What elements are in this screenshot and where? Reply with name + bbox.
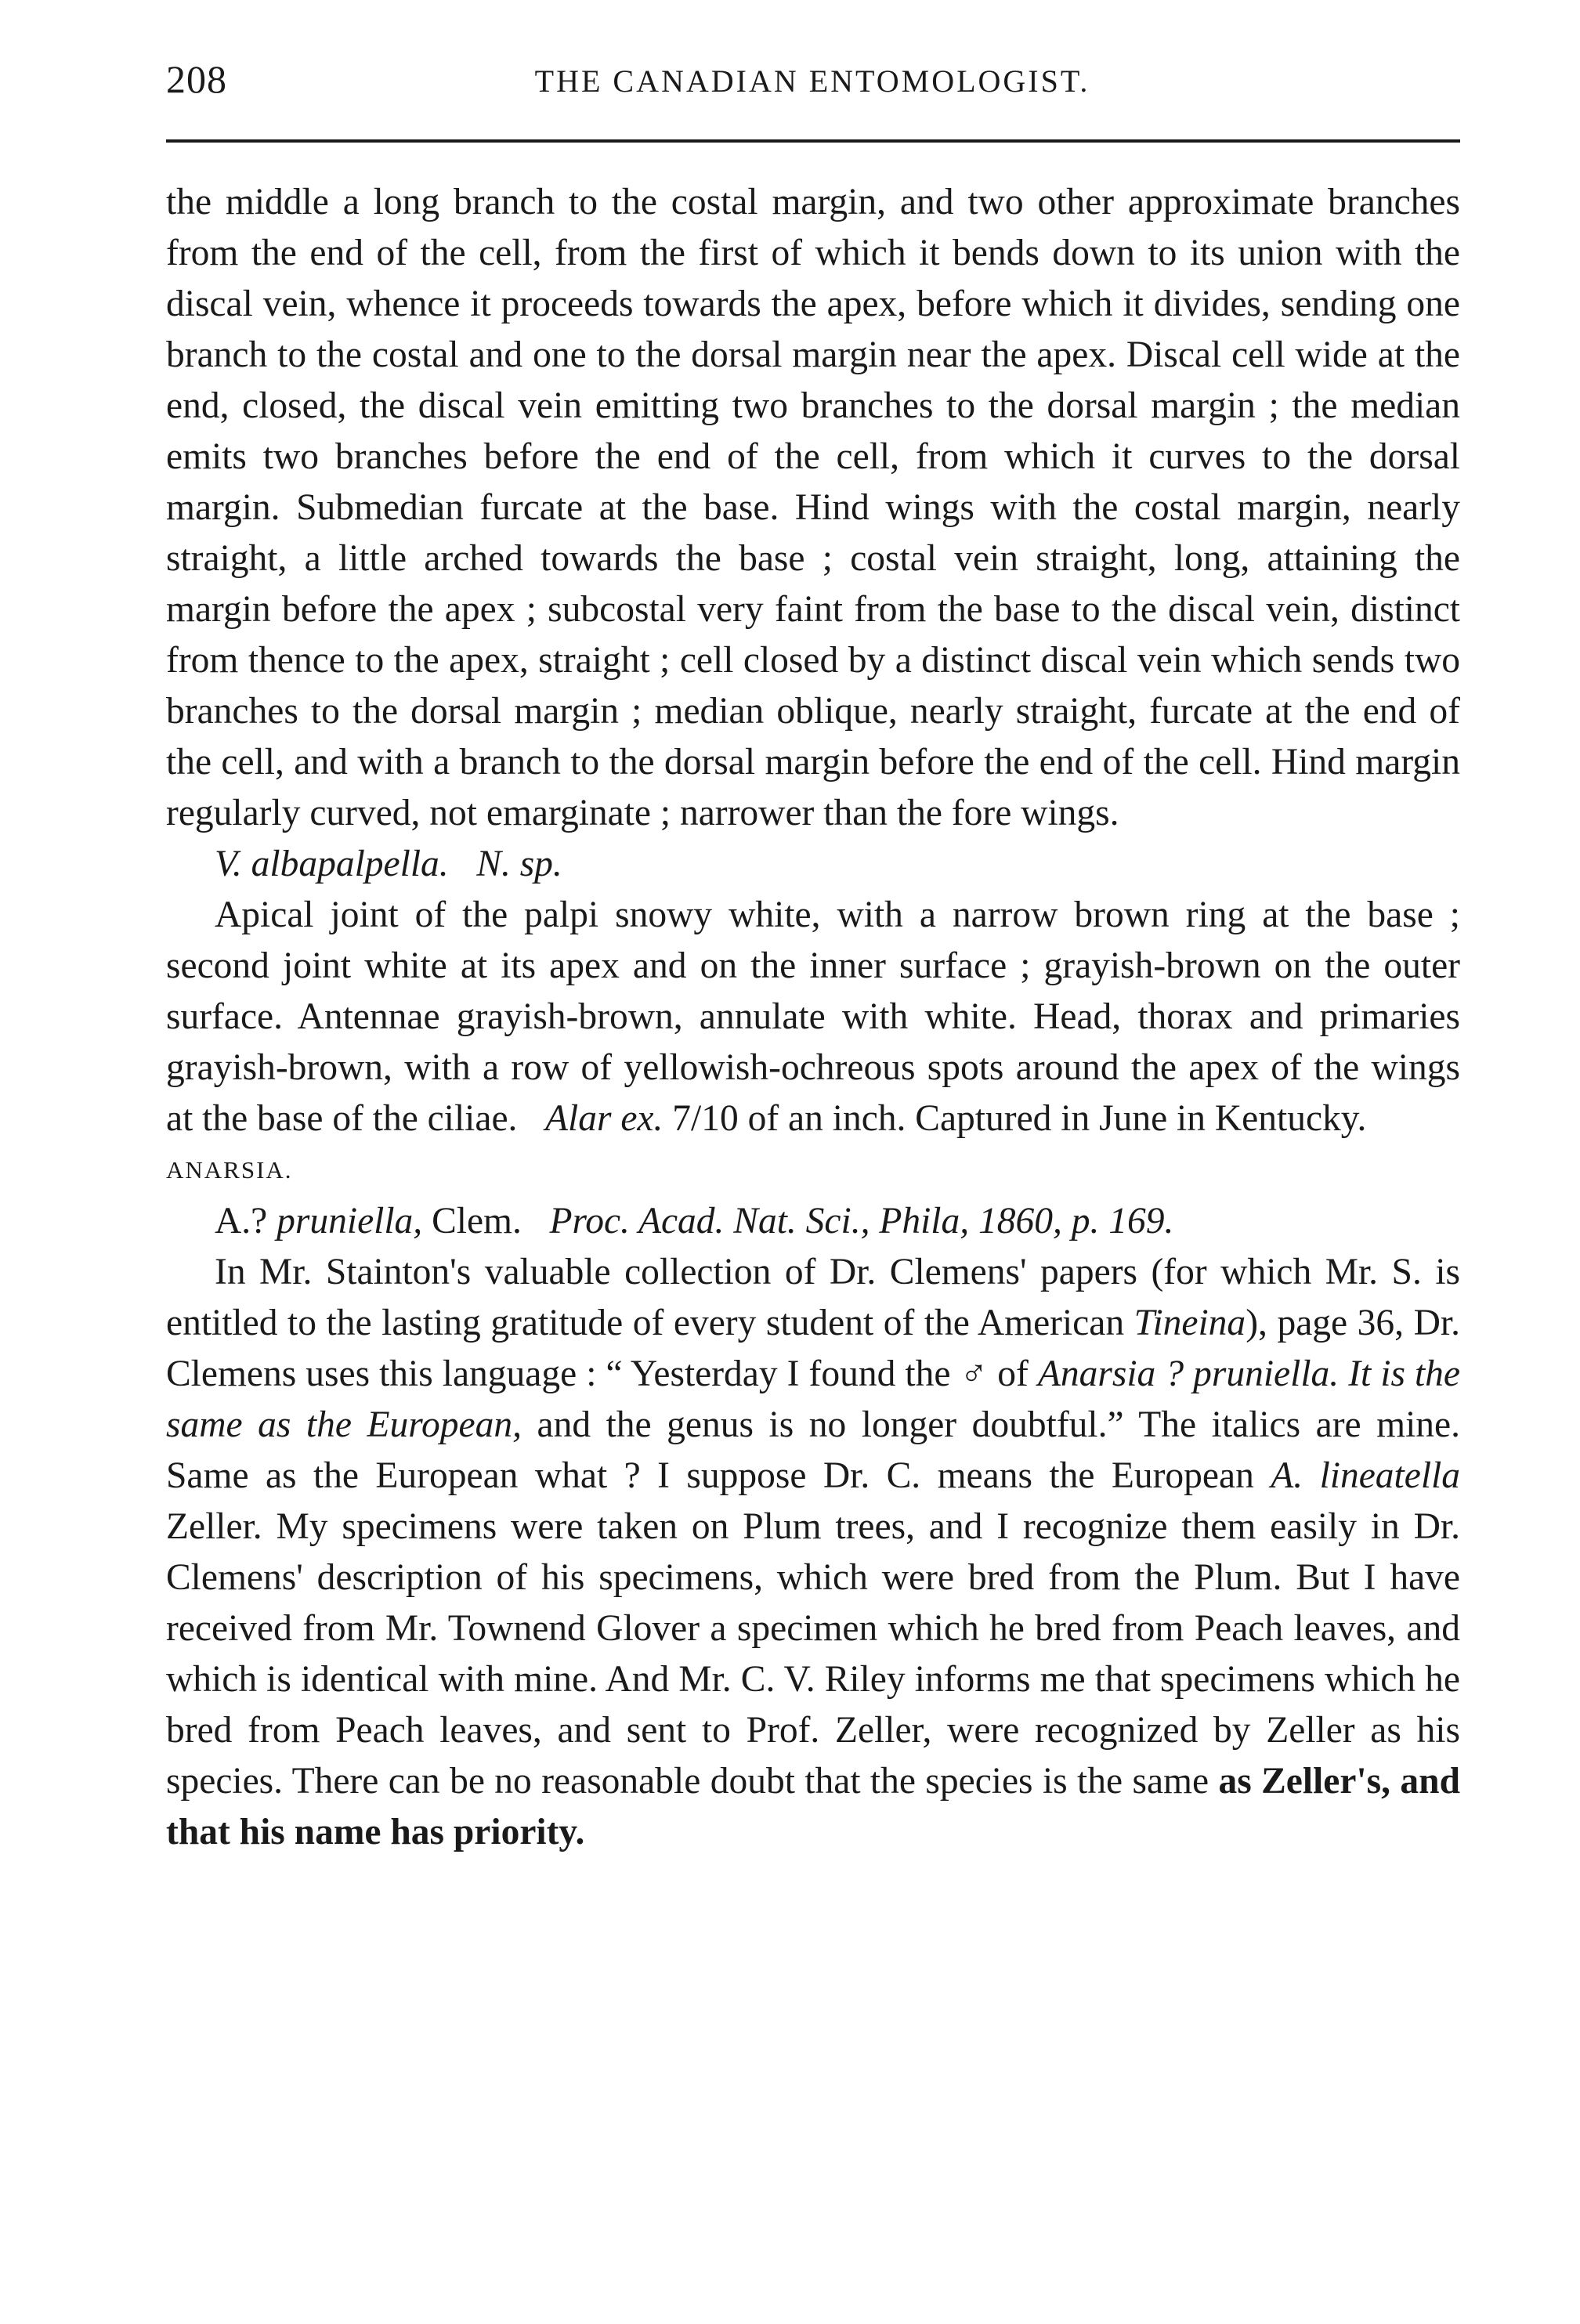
- alar-label: Alar ex.: [545, 1098, 663, 1139]
- description-text: Apical joint of the palpi snowy white, with a narrow brown ring at the base ; second joint white at its apex and on the inner surface ; grayish-brown on the outer surface. Antennae grayish-brown, annulate with white. Head, thorax and primaries grayish-brown, with a row of yellowish-ochreous spots around the apex of the wings at the base of the ciliae.: [166, 895, 1460, 1139]
- discussion-text-4: Zeller. My specimens were taken on Plum trees, and I recognize them easily in Dr. Clemens' description of his specimens, which were bred from the Plum. But I have received from Mr. Townend Glover a specimen which he bred from Peach leaves, and which is identical with mine. And Mr. C. V. Riley informs me that specimens which he bred from Peach leaves, and sent to Prof. Zeller, were recognized by Zeller as his species. There can be no reasonable doubt that the species is the same: [166, 1506, 1460, 1802]
- tineina-italic: Tineina: [1133, 1303, 1246, 1343]
- species-status: N. sp.: [476, 844, 562, 884]
- paragraph-species-description: [166, 890, 1460, 1144]
- reference-species: pruniella,: [267, 1201, 423, 1242]
- discussion-text-end: as Zeller's, and that his name has priority.: [166, 1761, 1460, 1852]
- body-text: [166, 177, 1460, 1858]
- page-number: 208: [166, 57, 227, 101]
- discussion-text-1: In Mr. Stainton's valuable collection of Dr. Clemens' papers (for which Mr. S. is entitled to the lasting gratitude of every student of the American: [166, 1252, 1460, 1343]
- header-rule: [166, 139, 1460, 143]
- species-heading: [166, 839, 1460, 890]
- paragraph-anarsia-discussion: [166, 1247, 1460, 1858]
- species-reference: [166, 1196, 1460, 1247]
- reference-genus: A.?: [215, 1201, 268, 1242]
- discussion-text-2: ), page 36, Dr. Clemens uses this language : “ Yesterday I found the ♂ of: [166, 1303, 1460, 1394]
- species-name: V. albapalpella.: [215, 844, 449, 884]
- reference-author: Clem.: [422, 1201, 531, 1242]
- genus-heading: ANARSIA.: [166, 1156, 293, 1184]
- alar-value: 7/10 of an inch. Captured in June in Kentucky.: [663, 1098, 1367, 1139]
- anarsia-quote-italic: Anarsia ? pruniella. It is the same as the European,: [166, 1354, 1460, 1445]
- reference-citation: Proc. Acad. Nat. Sci., Phila, 1860, p. 169.: [549, 1201, 1174, 1242]
- running-title: THE CANADIAN ENTOMOLOGIST.: [534, 63, 1090, 99]
- page-header: [166, 56, 1459, 111]
- discussion-text-3: and the genus is no longer doubtful.” The italics are mine. Same as the European what ? I suppose Dr. C. means the European: [166, 1404, 1460, 1496]
- paragraph-wing-venation: the middle a long branch to the costal margin, and two other approximate branches from the end of the cell, from the first of which it bends down to its union with the discal vein, whence it proceeds towards the apex, before which it divides, sending one branch to the costal and one to the dorsal margin near the apex. Discal cell wide at the end, closed, the discal vein emitting two branches to the dorsal margin ; the median emits two branches before the end of the cell, from which it curves to the dorsal margin. Submedian furcate at the base. Hind wings with the costal margin, nearly straight, a little arched towards the base ; costal vein straight, long, attaining the margin before the apex ; subcostal very faint from the base to the discal vein, distinct from thence to the apex, straight ; cell closed by a distinct discal vein which sends two branches to the dorsal margin ; median oblique, nearly straight, furcate at the end of the cell, and with a branch to the dorsal margin before the end of the cell. Hind margin regularly curved, not emarginate ; narrower than the fore wings.: [166, 182, 1460, 833]
- lineatella-italic: A. lineatella: [1271, 1455, 1460, 1496]
